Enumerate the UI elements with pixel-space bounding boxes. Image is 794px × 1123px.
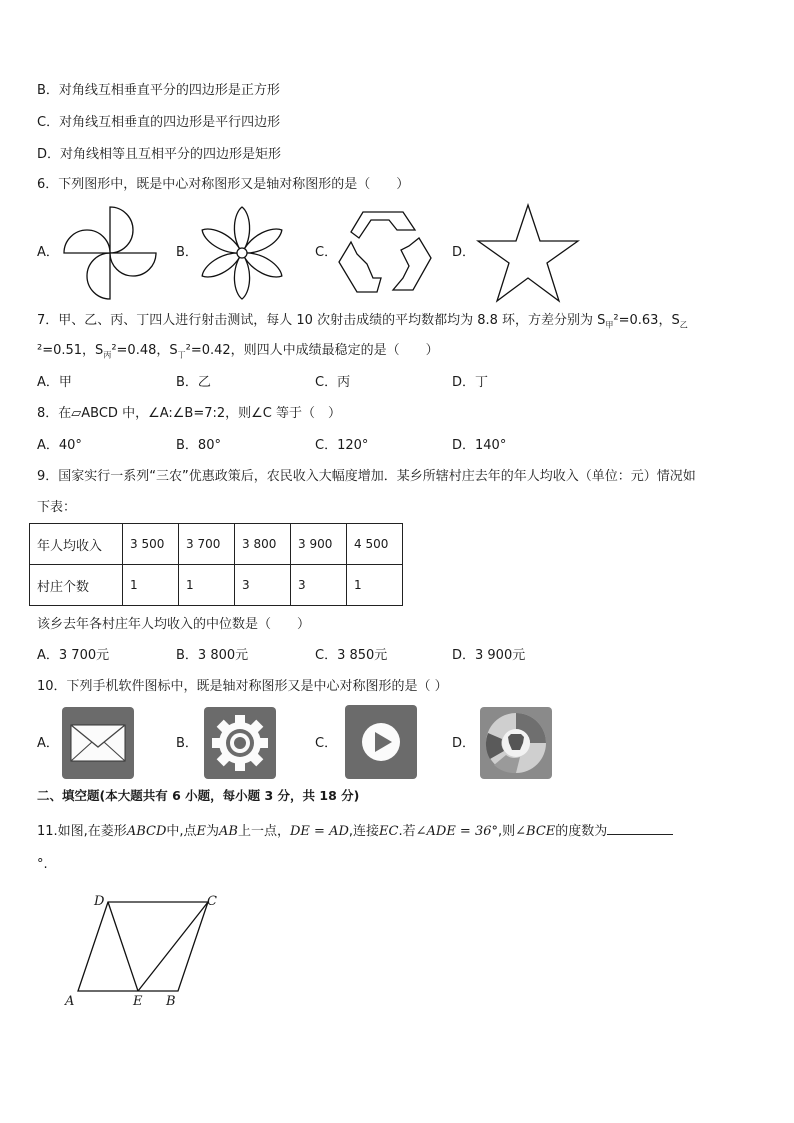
q9-option-d: D．3 900元 <box>452 648 526 663</box>
q9-stem-line1: 9．国家实行一系列“三农”优惠政策后，农民收入大幅度增加．某乡所辖村庄去年的年人均收入（单位：元）情况如 <box>37 469 696 484</box>
table-cell: 3 500 <box>123 524 179 565</box>
income-table <box>29 523 403 606</box>
q11-tail: °. <box>37 857 48 872</box>
table-cell: 4 500 <box>347 524 403 565</box>
table-cell: 3 <box>235 565 291 606</box>
flower-figure <box>196 205 288 301</box>
point-e-label: E <box>133 994 143 1009</box>
q8-option-c: C．120° <box>315 438 369 453</box>
q8-option-a: A．40° <box>37 438 82 453</box>
q9-option-c: C．3 850元 <box>315 648 388 663</box>
table-row <box>30 524 403 565</box>
recycle-figure <box>337 208 433 296</box>
table-cell: 3 700 <box>179 524 235 565</box>
q5-option-c: C．对角线互相垂直的四边形是平行四边形 <box>37 115 281 130</box>
browser-logo-icon <box>480 707 552 779</box>
mail-icon <box>62 707 134 779</box>
point-b-label: B <box>166 994 176 1009</box>
table-header-villages: 村庄个数 <box>30 565 123 606</box>
q7-line1: 7．甲、乙、丙、丁四人进行射击测试，每人 10 次射击成绩的平均数都均为 8.8 环，方差分别为 $S_甲^2=0.63$，$S_乙$ <box>37 313 688 330</box>
star-figure <box>476 203 580 303</box>
q7-option-b: B．乙 <box>176 375 211 390</box>
q6-option-c-label: C． <box>315 245 338 260</box>
table-header-income: 年人均收入 <box>30 524 123 565</box>
q6-option-d-label: D． <box>452 245 476 260</box>
q8-option-b: B．80° <box>176 438 221 453</box>
q10-option-c-label: C． <box>315 736 338 751</box>
q8-option-d: D．140° <box>452 438 507 453</box>
q7-option-d: D．丁 <box>452 375 489 390</box>
answer-blank[interactable] <box>607 820 673 835</box>
gear-icon <box>204 707 276 779</box>
q7-option-a: A．甲 <box>37 375 72 390</box>
q5-option-d: D．对角线相等且互相平分的四边形是矩形 <box>37 147 282 162</box>
table-cell: 3 800 <box>235 524 291 565</box>
q6-option-a-label: A． <box>37 245 59 260</box>
q11-stem: 11.如图,在菱形ABCD中,点E为AB上一点，DE = AD,连接EC.若∠ADE = 36°,则∠BCE的度数为 <box>37 820 673 841</box>
play-icon <box>345 705 417 779</box>
point-c-label: C <box>207 894 217 909</box>
q10-stem: 10．下列手机软件图标中，既是轴对称图形又是中心对称图形的是（ ） <box>37 679 448 694</box>
q10-option-a-label: A． <box>37 736 59 751</box>
q6-option-b-label: B． <box>176 245 198 260</box>
q8-stem: 8．在▱ABCD 中，∠A:∠B=7:2，则∠C 等于（ ） <box>37 406 342 421</box>
point-d-label: D <box>94 894 105 909</box>
table-cell: 1 <box>347 565 403 606</box>
q6-stem: 6．下列图形中，既是中心对称图形又是轴对称图形的是（ ） <box>37 177 410 192</box>
q10-option-b-label: B． <box>176 736 198 751</box>
table-row <box>30 565 403 606</box>
q7-line2: ²=0.51，$S_丙^2=0.48$，$S_丁^2=0.42$，则四人中成绩最稳定的是（ ） <box>37 343 439 360</box>
table-cell: 1 <box>179 565 235 606</box>
q10-option-d-label: D． <box>452 736 476 751</box>
q9-stem-line2: 下表： <box>37 500 77 515</box>
q5-option-b: B．对角线互相垂直平分的四边形是正方形 <box>37 83 280 98</box>
point-a-label: A <box>65 994 75 1009</box>
table-cell: 3 900 <box>291 524 347 565</box>
q9-question: 该乡去年各村庄年人均收入的中位数是（ ） <box>37 617 311 632</box>
pinwheel-figure <box>62 205 158 301</box>
section-2-heading: 二、填空题(本大题共有 6 小题，每小题 3 分，共 18 分) <box>37 788 360 803</box>
q9-option-a: A．3 700元 <box>37 648 110 663</box>
q9-option-b: B．3 800元 <box>176 648 249 663</box>
q7-option-c: C．丙 <box>315 375 351 390</box>
table-cell: 1 <box>123 565 179 606</box>
table-cell: 3 <box>291 565 347 606</box>
